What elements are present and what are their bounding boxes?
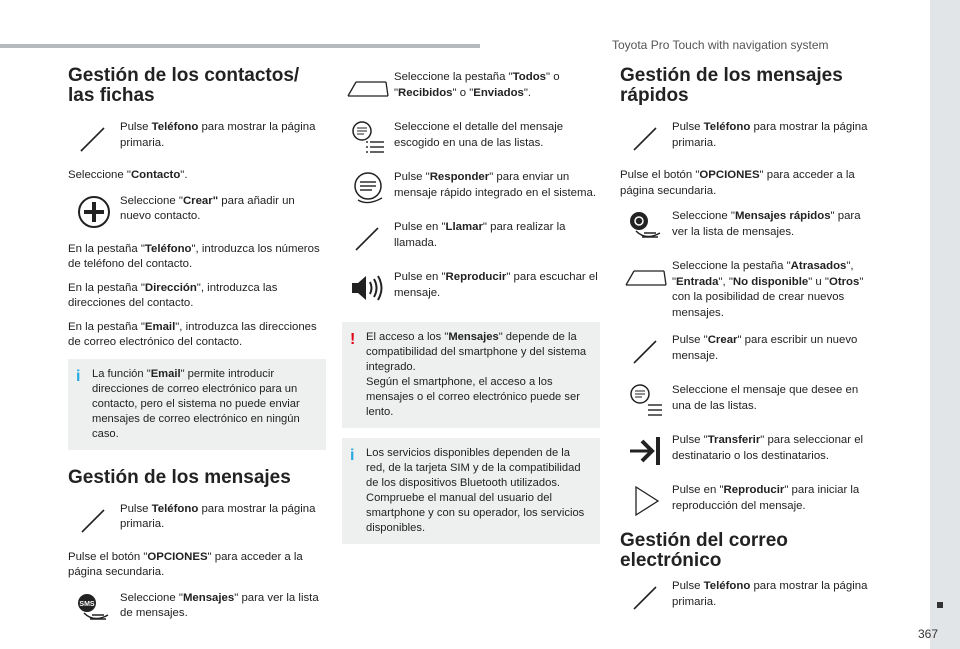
warning-note: ! El acceso a los "Mensajes" depende de la compatibilidad del smartphone y del sistema integrado. Según el smartphone, el acceso a los mensajes o el correo electrónico puede ser lento. — [342, 322, 600, 428]
transfer-icon — [620, 431, 672, 471]
step-play: Pulse en "Reproducir" para iniciar la reproducción del mensaje. — [620, 481, 878, 521]
sms-icon — [68, 589, 120, 629]
column-2 — [342, 68, 600, 554]
speaker-icon — [342, 268, 394, 308]
step-transfer: Pulse "Transferir" para seleccionar el destinatario o los destinatarios. — [620, 431, 878, 471]
step-phone: Pulse Teléfono para mostrar la página primaria. — [68, 118, 326, 158]
svg-text:SMS: SMS — [79, 600, 95, 608]
play-icon — [620, 481, 672, 521]
step-reply: Pulse "Responder" para enviar un mensaje rápido integrado en el sistema. — [342, 168, 600, 208]
warning-icon: ! — [350, 331, 356, 348]
step-tabs: Seleccione la pestaña "Todos" o "Recibidos" o "Enviados". — [342, 68, 600, 108]
step-detail: Seleccione el detalle del mensaje escogido en una de las listas. — [342, 118, 600, 158]
pencil-icon — [620, 577, 672, 617]
pencil-icon — [68, 500, 120, 540]
section-title-quick-messages: Gestión de los mensajes rápidos — [620, 65, 843, 106]
step-messages: SMS Seleccione "Mensajes" para ver la lista de mensajes. — [68, 589, 326, 629]
column-1 — [68, 58, 326, 639]
top-rule — [0, 44, 480, 48]
list-detail-icon — [342, 118, 394, 158]
info-note: i Los servicios disponibles dependen de la red, de la tarjeta SIM y de la compatibilidad de los dispositivos Bluetooth utilizados. Compruebe el manual del usuario del smartphone y con su operador, los servicios disponibles. — [342, 438, 600, 544]
step-create: Seleccione "Crear" para añadir un nuevo contacto. — [68, 192, 326, 232]
paragraph: En la pestaña "Teléfono", introduzca los números de teléfono del contacto. — [68, 242, 320, 270]
reply-icon — [342, 168, 394, 208]
page-number: 367 — [917, 627, 938, 641]
paragraph: Pulse el botón "OPCIONES" para acceder a la página secundaria. — [68, 550, 303, 578]
paragraph: Seleccione "Contacto". — [68, 169, 188, 181]
pencil-icon — [620, 331, 672, 371]
step-select: Seleccione el mensaje que desee en una de las listas. — [620, 381, 878, 421]
step-phone: Pulse Teléfono para mostrar la página primaria. — [620, 118, 878, 158]
header-title: Toyota Pro Touch with navigation system — [612, 38, 829, 52]
column-3 — [620, 58, 878, 627]
section-marker — [937, 602, 943, 608]
pencil-icon — [620, 118, 672, 158]
info-note: i La función "Email" permite introducir direcciones de correo electrónico para un contacto, pero el sistema no puede enviar mensajes de correo electrónico en ningún caso. — [68, 359, 326, 450]
list-detail-icon — [620, 381, 672, 421]
section-title-contacts: Gestión de los contactos/ las fichas — [68, 65, 300, 106]
quick-message-icon — [620, 207, 672, 247]
plus-circle-icon — [68, 192, 120, 232]
section-title-messages: Gestión de los mensajes — [68, 466, 291, 488]
tab-icon — [342, 68, 394, 108]
step-call: Pulse en "Llamar" para realizar la llamada. — [342, 218, 600, 258]
info-icon: i — [350, 447, 355, 464]
step-phone: Pulse Teléfono para mostrar la página primaria. — [68, 500, 326, 540]
info-icon: i — [76, 367, 81, 385]
paragraph: Pulse el botón "OPCIONES" para acceder a la página secundaria. — [620, 169, 855, 197]
step-tabs: Seleccione la pestaña "Atrasados", "Entrada", "No disponible" u "Otros" con la posibilidad de crear nuevos mensajes. — [620, 257, 878, 321]
tab-icon — [620, 257, 672, 297]
step-play: Pulse en "Reproducir" para escuchar el mensaje. — [342, 268, 600, 308]
section-title-email: Gestión del correo electrónico — [620, 530, 788, 571]
step-quick: Seleccione "Mensajes rápidos" para ver la lista de mensajes. — [620, 207, 878, 247]
step-create: Pulse "Crear" para escribir un nuevo mensaje. — [620, 331, 878, 371]
paragraph: En la pestaña "Dirección", introduzca las direcciones del contacto. — [68, 281, 278, 309]
pencil-icon — [342, 218, 394, 258]
page-sidebar — [930, 0, 960, 649]
paragraph: En la pestaña "Email", introduzca las direcciones de correo electrónico del contacto. — [68, 320, 317, 348]
step-phone: Pulse Teléfono para mostrar la página primaria. — [620, 577, 878, 617]
pencil-icon — [68, 118, 120, 158]
